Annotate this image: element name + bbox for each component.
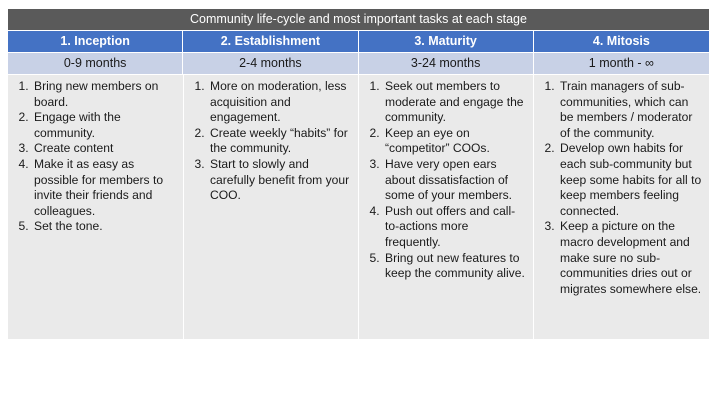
task-list-establishment — [184, 79, 352, 204]
tasks-cell-mitosis — [533, 75, 709, 339]
task-item: 3. Create content — [32, 141, 177, 157]
stage-header-mitosis: 4. Mitosis — [533, 31, 709, 52]
task-item: 3. Have very open ears about dissatisfaction of some of your members. — [383, 157, 527, 204]
duration-mitosis: 1 month - ∞ — [533, 53, 709, 74]
tasks-cell-maturity — [358, 75, 533, 339]
stage-header-maturity: 3. Maturity — [358, 31, 533, 52]
task-item: 2. Create weekly “habits” for the community. — [208, 126, 352, 157]
task-list-maturity — [359, 79, 527, 282]
task-item: 5. Set the tone. — [32, 219, 177, 235]
task-item: 1. Train managers of sub-communities, which can be members / moderator of the community. — [558, 79, 703, 141]
task-item: 1. More on moderation, less acquisition and engagement. — [208, 79, 352, 126]
duration-inception: 0-9 months — [8, 53, 182, 74]
duration-establishment: 2-4 months — [182, 53, 357, 74]
stage-header-inception: 1. Inception — [8, 31, 182, 52]
task-item: 1. Bring new members on board. — [32, 79, 177, 110]
duration-maturity: 3-24 months — [358, 53, 533, 74]
stage-header-row — [8, 30, 709, 52]
task-item: 2. Keep an eye on “competitor” COOs. — [383, 126, 527, 157]
task-item: 5. Bring out new features to keep the community alive. — [383, 251, 527, 282]
tasks-cell-establishment — [183, 75, 358, 339]
stage-header-establishment: 2. Establishment — [182, 31, 357, 52]
duration-row — [8, 52, 709, 74]
tasks-row — [8, 74, 709, 339]
task-item: 4. Make it as easy as possible for members to invite their friends and colleagues. — [32, 157, 177, 219]
tasks-cell-inception — [8, 75, 183, 339]
task-list-mitosis — [534, 79, 703, 297]
task-item: 2. Develop own habits for each sub-community but keep some habits for all to keep members feeling connected. — [558, 141, 703, 219]
task-item: 3. Start to slowly and carefully benefit from your COO. — [208, 157, 352, 204]
task-item: 2. Engage with the community. — [32, 110, 177, 141]
task-item: 1. Seek out members to moderate and engage the community. — [383, 79, 527, 126]
task-item: 3. Keep a picture on the macro development and make sure no sub-communities dries out or migrates somewhere else. — [558, 219, 703, 297]
table-title: Community life-cycle and most important tasks at each stage — [8, 9, 709, 30]
lifecycle-table — [8, 9, 709, 339]
task-list-inception — [8, 79, 177, 235]
task-item: 4. Push out offers and call-to-actions more frequently. — [383, 204, 527, 251]
